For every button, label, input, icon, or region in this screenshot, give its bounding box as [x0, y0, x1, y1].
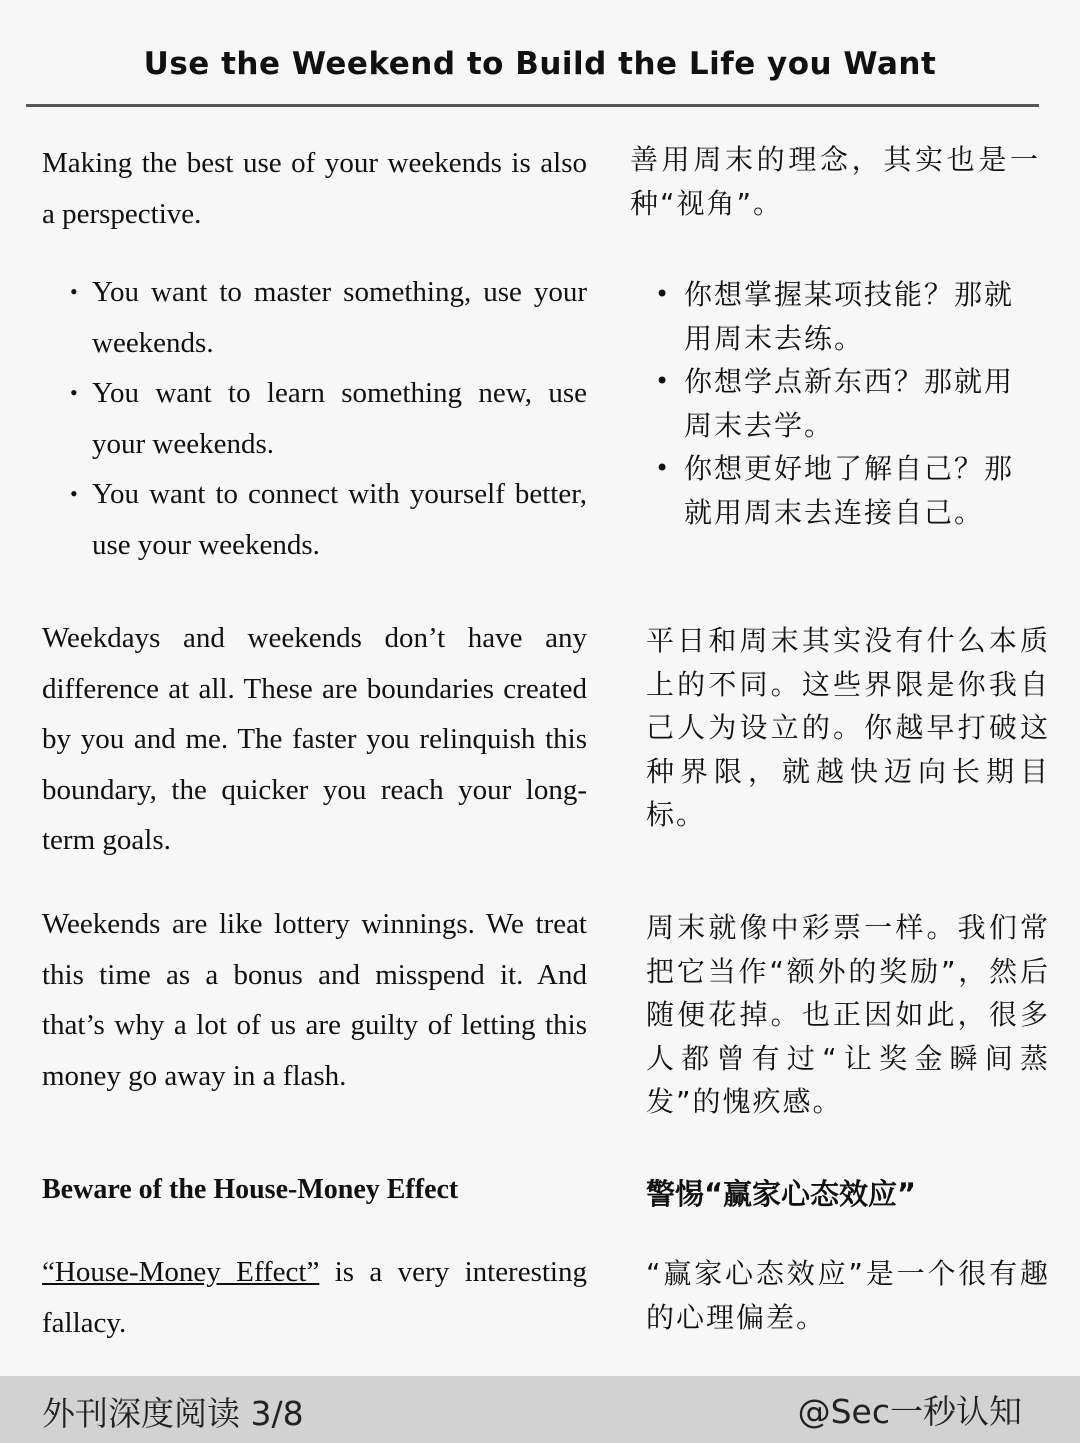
intro-zh: 善用周末的理念，其实也是一种“视角”。	[630, 143, 1040, 220]
bullet-en-1: • You want to master something, use your weekends.	[70, 267, 587, 368]
para4-en-rest: is a very interesting fallacy.	[42, 1256, 587, 1339]
footer-bar	[0, 1376, 1080, 1443]
bullet-zh-3: • 你想更好地了解自己？那就用周末去连接自己。	[655, 447, 1040, 534]
intro-en: Making the best use of your weekends is also a perspective.	[42, 147, 587, 230]
para4-en	[42, 1247, 587, 1348]
bullet-zh-1: • 你想掌握某项技能？那就用周末去练。	[655, 273, 1040, 360]
section-heading-en: Beware of the House-Money Effect	[42, 1174, 459, 1205]
para4-zh: “赢家心态效应”是一个很有趣的心理偏差。	[646, 1257, 1050, 1334]
para3-en: Weekends are like lottery winnings. We treat this time as a bonus and misspend it. And that’s why a lot of us are guilty of letting this money go away in a flash.	[42, 908, 587, 1092]
bullet-list-zh	[655, 273, 1040, 534]
bullet-zh-2: • 你想学点新东西？那就用周末去学。	[655, 360, 1040, 447]
para2-zh: 平日和周末其实没有什么本质上的不同。这些界限是你我自己人为设立的。你越早打破这种界限，就越快迈向长期目标。	[646, 624, 1050, 831]
para2-en: Weekdays and weekends don’t have any difference at all. These are boundaries created by you and me. The faster you relinquish this boundary, the quicker you reach your long-term goals.	[42, 622, 587, 856]
footer-series-page: 外刊深度阅读 3/8	[42, 1394, 304, 1433]
title-divider	[26, 104, 1039, 107]
section-heading-zh: 警惕“赢家心态效应”	[646, 1177, 917, 1211]
term-house-money-effect: “House-Money Effect”	[42, 1256, 320, 1288]
para3-zh: 周末就像中彩票一样。我们常把它当作“额外的奖励”，然后随便花掉。也正因如此，很多人都曾有过“让奖金瞬间蒸发”的愧疚感。	[646, 911, 1050, 1118]
footer-account: @Sec一秒认知	[797, 1392, 1022, 1431]
bullet-en-2: • You want to learn something new, use your weekends.	[70, 368, 587, 469]
bullet-list-en	[70, 267, 587, 570]
page-title: Use the Weekend to Build the Life you Want	[143, 46, 937, 82]
bullet-en-3: • You want to connect with yourself better, use your weekends.	[70, 469, 587, 570]
